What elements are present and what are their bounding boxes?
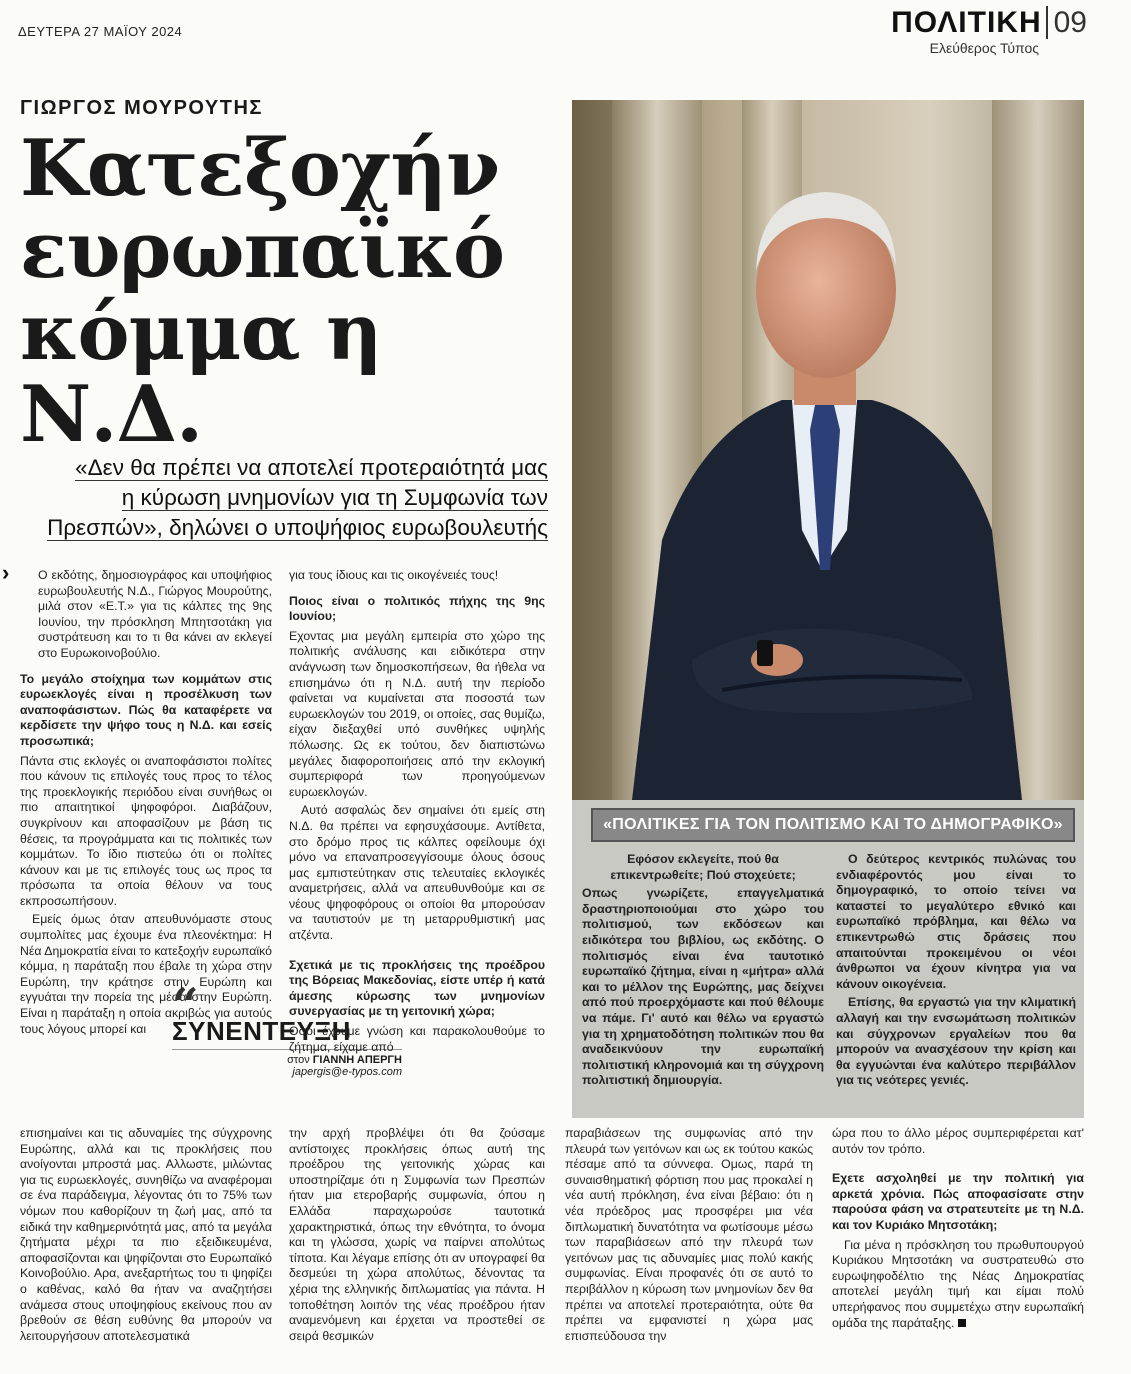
quote-mark-icon: “ <box>172 978 199 1032</box>
answer-paragraph <box>832 1238 1084 1332</box>
page-number: 09 <box>1046 6 1087 39</box>
interview-question: Εφόσον εκλεγείτε, πού θα επικεντρωθείτε; Πού στοχεύετε; <box>610 852 796 882</box>
answer-paragraph: Επίσης, θα εργαστώ για την κλιματική αλλαγή και την ενσωμάτωση πολιτικών και σύγχρονων εργαλείων που θα μπορούν να ανασχέσουν την κρίση και θα εγγυώνται ένα καλύτερο περιβάλλον για τις νεότερες γενιές. <box>836 995 1076 1088</box>
interviewer-name: ΓΙΑΝΝΗ ΑΠΕΡΓΗ <box>312 1054 402 1066</box>
answer-paragraph: Εμείς όμως όταν απευθυνόμαστε στους συμπολίτες μας έχουμε ένα πλεονέκτημα: Η Νέα Δημοκρατία είναι το κατεξοχήν ευρωπαϊκό κόμμα, η παράταξη που έβαλε τη χώρα στην Ευρώπη, την κράτησε στην Ευρώπη και εγγυάται την πορεία της μέσα στην Ευρώπη. Είναι η παράταξη η οποία ακριβώς για αυτούς τους λόγους μπορεί και <box>20 912 272 1036</box>
article-column-2-bottom <box>289 1126 545 1347</box>
interviewee-photo <box>572 100 1084 800</box>
section-header <box>891 6 1087 56</box>
article-deck <box>20 453 548 543</box>
article-column-3-bottom <box>565 1126 813 1347</box>
chevron-right-icon: › <box>2 560 10 585</box>
article-author: ΓΙΩΡΓΟΣ ΜΟΥΡΟΥΤΗΣ <box>20 97 263 119</box>
deck-line: «Δεν θα πρέπει να αποτελεί προτεραιότητά μας <box>75 455 548 480</box>
interview-label-text: ΣΥΝΕΝΤΕΥΞΗ <box>172 1016 402 1050</box>
section-name: ΠΟΛΙΤΙΚΗ <box>891 6 1042 39</box>
answer-paragraph: Οσοι έχουμε γνώση και παρακολουθούμε το ζήτημα, είχαμε από <box>289 1024 545 1054</box>
article-column-1 <box>2 560 272 1040</box>
headline-line: κόμμα η Ν.Δ. <box>20 287 382 460</box>
end-mark-icon <box>958 1319 966 1327</box>
article-column-1-bottom <box>20 1126 272 1347</box>
answer-paragraph: την αρχή προβλέψει ότι θα ζούσαμε αντίστοιχες προκλήσεις όπως αυτή της προέδρου της γειτονικής χώρας και υποστηρίζαμε ότι η Συμφωνία των Πρεσπών ήταν μια ετεροβαρής συμφωνία, όπου η Ελλάδα παραχωρούσε ταυτοτικά χαρακτηριστικά, όπως την εθνότητα, το όνομα και τη γλώσσα, χωρίς να παίρνει απολύτως τίποτα. Και λέγαμε επίσης ότι αν υπογραφεί θα δεσμεύει τη χώρα απολύτως, δένοντας τα χέρια της ελληνικής διπλωματίας για πάντα. Η τοποθέτηση λοιπόν της νέας προέδρου ήταν αναμενόμενη και έρχεται να προστεθεί σε σειρά θεσμικών <box>289 1126 545 1343</box>
interviewer-email: japergis@e-typos.com <box>292 1066 402 1078</box>
article-column-4-bottom <box>832 1126 1084 1334</box>
interview-question: Εχετε ασχοληθεί με την πολιτική για αρκετά χρόνια. Πώς αποφασίσατε στην παρούσα φάση να στρατευτείτε με τη Ν.Δ. και τον Κυριάκο Μητσοτάκη; <box>832 1171 1084 1232</box>
sidebar-box-column-1 <box>582 852 824 1092</box>
headline-line: ευρωπαϊκό <box>20 205 505 296</box>
newspaper-name: Ελεύθερος Τύπος <box>929 40 1039 56</box>
answer-paragraph: για τους ίδιους και τις οικογένειές τους! <box>289 568 499 582</box>
deck-line: η κύρωση μνημονίων για τη Συμφωνία των <box>121 485 548 510</box>
answer-paragraph: Αυτό ασφαλώς δεν σημαίνει ότι εμείς στη Ν.Δ. θα πρέπει να εφησυχάσουμε. Αντίθετα, στο δρόμο προς τις κάλπες οφείλουμε όχι μόνο να επαναπροσεγγίσουμε όλους όσους μας εμπιστεύτηκαν στις τελευταίες εκλογικές αναμετρήσεις, αλλά να απευθυνθούμε και σε νέους ψηφοφόρους οι οποίοι θα μπορούσαν να ταυτιστούν με τη μεταρρυθμιστική μας ατζέντα. <box>289 803 545 943</box>
sidebar-box-column-2 <box>836 852 1076 1092</box>
answer-text: Για μένα η πρόσκληση του πρωθυπουργού Κυριάκου Μητσοτάκη να συστρατευθώ στο ευρωψηφοδέλτιο της Νέας Δημοκρατίας αποτελεί μεγάλη τιμή και είμαι πολύ υπερήφανος που συμμετέχω στην ευρωπαϊκή ομάδα της παράταξης. <box>832 1237 1084 1330</box>
answer-paragraph: παραβιάσεων της συμφωνίας από την πλευρά των γειτόνων και ως εκ τούτου κακώς πέσαμε από τα σύννεφα. Ομως, παρά τη συναισθηματική φόρτιση που μας προκαλεί η νέα αυτή πρόκληση, ένα είναι βέβαιο: ότι η νέα πρόεδρος μας προσφέρει μια νέα διπλωματική δυνατότητα να φωτίσουμε μέσω των παραβιάσεων από την πλευρά των γειτόνων μας τις αδυναμίες μιας πολύ κακής συμφωνίας. Είναι προφανές ότι σε αυτό το περιβάλλον η κύρωση των μνημονίων δεν θα πρέπει να αποτελεί προτεραιότητα, ούτε θα πρέπει να εμφανιστεί η χώρα μας επισπεύδουσα την <box>565 1126 813 1343</box>
byline-prefix: στον <box>287 1054 310 1066</box>
answer-paragraph: ώρα που το άλλο μέρος συμπεριφέρεται κατ' αυτόν τον τρόπο. <box>832 1126 1084 1156</box>
issue-date: ΔΕΥΤΕΡΑ 27 ΜΑΪΟΥ 2024 <box>18 24 183 39</box>
answer-paragraph: Οπως γνωρίζετε, επαγγελματικά δραστηριοποιούμαι στο χώρο του πολιτισμού, των εκδόσεων και ειδικότερα του βιβλίου, ως εκδότης. Ο πολιτισμός είναι ένα ταυτοτικό ευρωπαϊκό ζήτημα, είναι η «μήτρα» αλλά και το μέλλον της Ευρώπης, μας δείχνει από πού προερχόμαστε και πού θέλουμε να πάμε. Γι' αυτό και θέλω να εργαστώ για τη χρηματοδότηση πολιτικών που θα αναδεικνύουν την ευρωπαϊκή πολιτιστική κληρονομιά και τη σύγχρονη πολιτιστική δημιουργία. <box>582 886 824 1088</box>
deck-line: Πρεσπών», δηλώνει ο υποψήφιος ευρωβουλευτής <box>47 515 548 540</box>
interview-question: Σχετικά με τις προκλήσεις της προέδρου της Βόρειας Μακεδονίας, είστε υπέρ ή κατά άμεσης κύρωσης των μνημονίων συνεργασίας με τη γειτονική χώρα; <box>289 957 545 1019</box>
interview-question: Το μεγάλο στοίχημα των κομμάτων στις ευρωεκλογές είναι η προσέλκυση των αναποφάσιστων. Πώς θα καταφέρετε να κερδίσετε την ψήφο τους η Ν.Δ. και εσείς προσωπικά; <box>20 671 272 748</box>
interview-question: Ποιος είναι ο πολιτικός πήχης της 9ης Ιουνίου; <box>289 593 545 624</box>
headline-line: Κατεξοχήν <box>20 123 500 214</box>
article-intro: Ο εκδότης, δημοσιογράφος και υποψήφιος ευρωβουλευτής Ν.Δ., Γιώργος Μουρούτης, μιλά στον «Ε.Τ.» για τις κάλπες της 9ης Ιουνίου, την πρόσκληση Μπητσοτάκη για συστράτευση και το τι θα κάνει αν εκλεγεί στο Ευρωκοινοβούλιο. <box>38 568 272 660</box>
sidebar-box-title: «ΠΟΛΙΤΙΚΕΣ ΓΙΑ ΤΟΝ ΠΟΛΙΤΙΣΜΟ ΚΑΙ ΤΟ ΔΗΜΟΓΡΑΦΙΚΟ» <box>591 808 1075 842</box>
answer-paragraph: επισημαίνει και τις αδυναμίες της σύγχρονης Ευρώπης, αλλά και τις προκλήσεις που ανοίγονται μπροστά μας. Αλλωστε, μιλώντας για τις ευρωεκλογές, συνηθίζω να αναφέρομαι σε ένα παράδειγμα, λέγοντας ότι το 75% των νόμων που καθορίζουν τη ζωή μας, από τα ειδικά την καθημερινότητά μας, από τα μεγάλα ζητήματα μέχρι τα πιο εξειδικευμένα, αποφασίζονται και ψηφίζονται στο Ευρωπαϊκό Κοινοβούλιο. Αρα, ανεξαρτήτως του τι ψηφίζει ο καθένας, καλό θα ήταν να αναζητήσει ανάμεσα στους υποψηφίους εκείνους που αν βρεθούν σε θέση ευθύνης θα μπορούν να λειτουργήσουν αποτελεσματικά <box>20 1126 272 1343</box>
answer-paragraph: Πάντα στις εκλογές οι αναποφάσιστοι πολίτες που κάνουν τις επιλογές τους προς το τέλος της προεκλογικής περιόδου είναι συνήθως οι πιο απαιτητικοί ψηφοφόροι. Διαβάζουν, συγκρίνουν και αποφασίζουν με βάση τις θέσεις, τα προγράμματα και τις πολιτικές των κομμάτων. Το ίδιο πιστεύω ότι οι πολίτες κάνουν και με τις επιλογές τους ως προς τα πρόσωπα τα οποία θέλουν να τους εκπροσωπήσουν. <box>20 753 272 908</box>
answer-paragraph: Εχοντας μια μεγάλη εμπειρία στο χώρο της πολιτικής ανάλυσης και ειδικότερα στην ανάγνωση των δημοσκοπήσεων, θα ήθελα να επισημάνω ότι η Ν.Δ. αυτή την περίοδο φαίνεται να κυμαίνεται στα ποσοστά των ευρωεκλογών του 2019, οι οποίες, σας θυμίζω, είχαν διεξαχθεί υπό συνθήκες υψηλής πόλωσης. Ως εκ τούτου, δεν διαπιστώνω μεγάλες διαφοροποιήσεις από την εκλογική συμπεριφορά των προηγούμενων ευρωεκλογών. <box>289 628 545 799</box>
answer-paragraph: Ο δεύτερος κεντρικός πυλώνας του ενδιαφέροντός μου είναι το δημογραφικό, το οποίο τείνει να καταστεί το μεγαλύτερο εθνικό και ευρωπαϊκό πρόβλημα, και θέλω να επικεντρωθώ στις δράσεις που απαιτούνται προκειμένου οι νέοι άνθρωποι να έχουν κίνητρα για να κάνουν οικογένεια. <box>836 852 1076 991</box>
article-headline <box>20 123 560 460</box>
article-column-2 <box>289 568 545 1058</box>
